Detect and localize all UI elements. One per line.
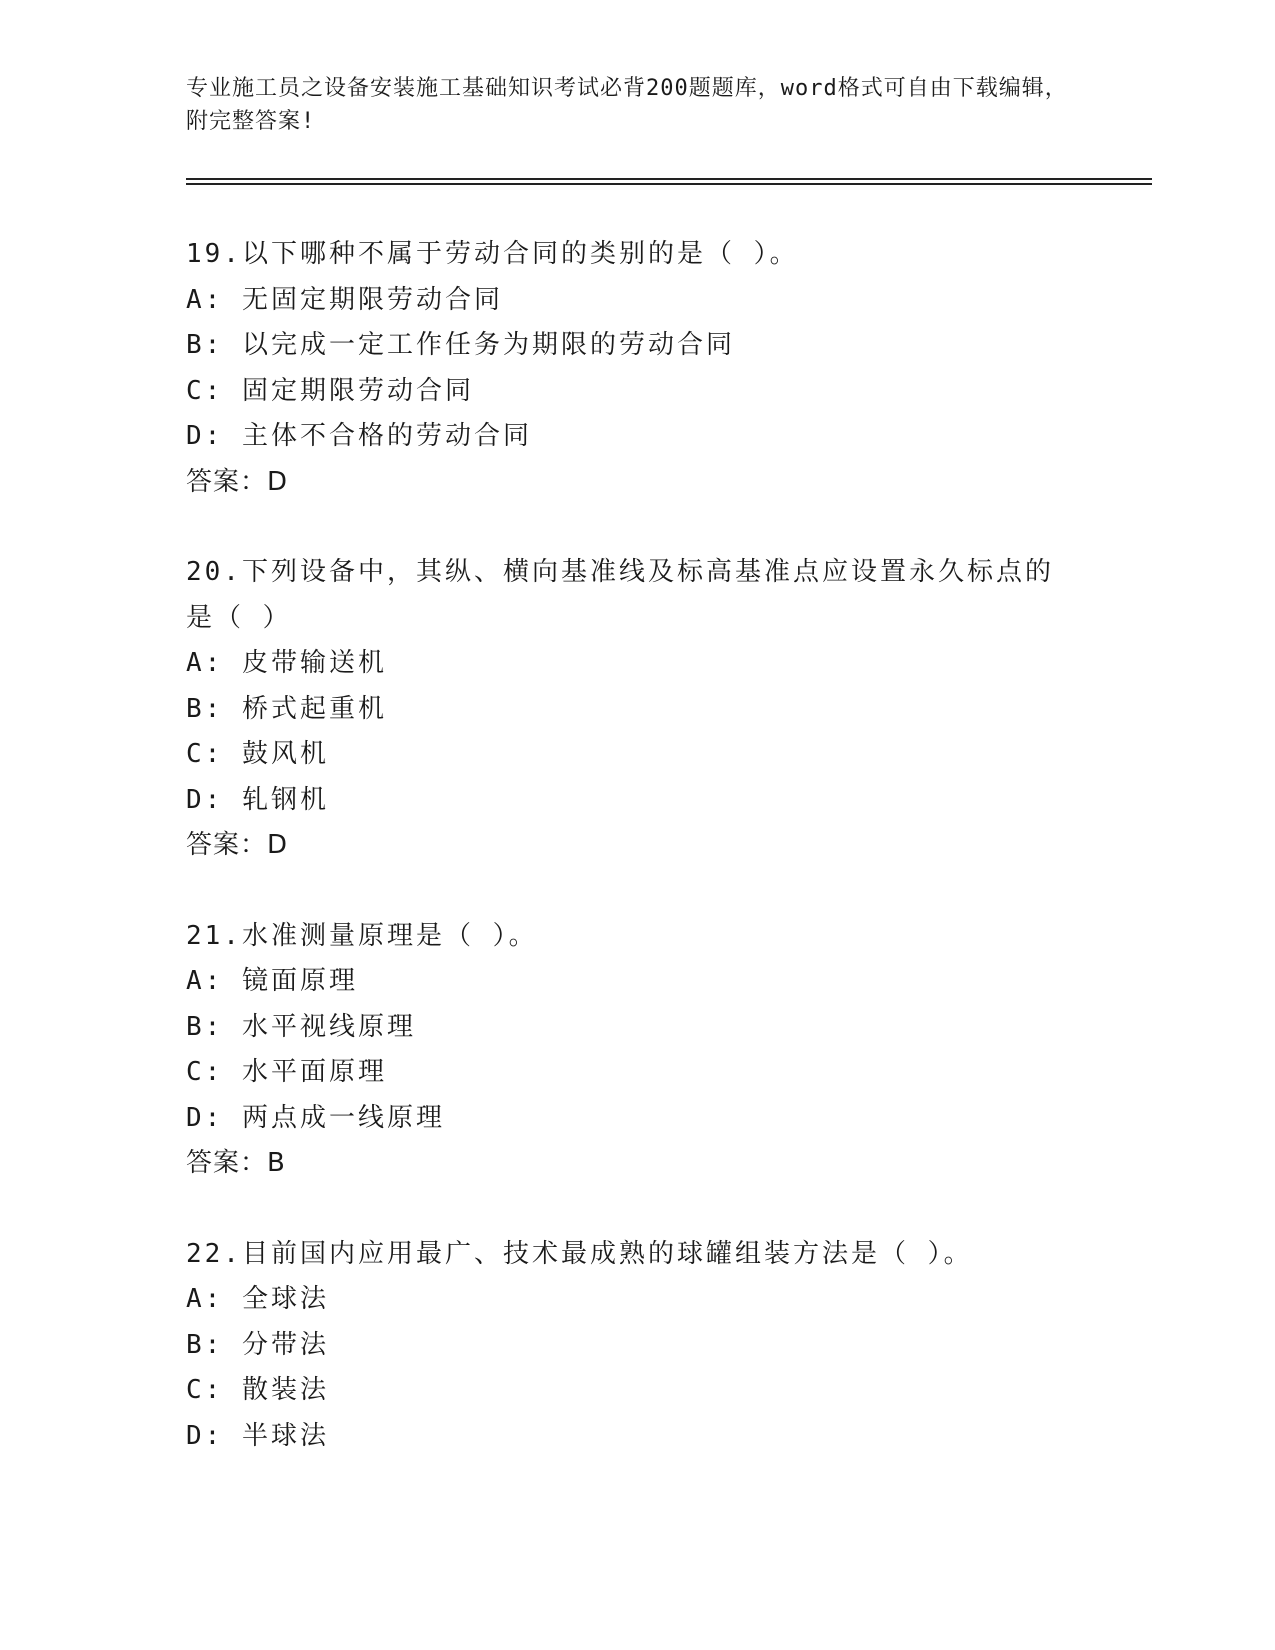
option-b: B: 水平视线原理	[186, 1011, 416, 1042]
option-a: A: 全球法	[186, 1284, 329, 1314]
option-a: A: 镜面原理	[186, 966, 358, 996]
option-a: A: 无固定期限劳动合同	[186, 284, 503, 315]
option-d: D: 轧钢机	[186, 784, 329, 815]
option-c: C: 散装法	[186, 1375, 329, 1405]
option-d: D: 两点成一线原理	[186, 1102, 445, 1133]
option-c: C: 鼓风机	[186, 739, 329, 769]
question-22	[186, 1232, 1086, 1460]
question-answer: 答案：B	[186, 1148, 286, 1178]
question-stem: 19.以下哪种不属于劳动合同的类别的是（ ）。	[186, 239, 799, 269]
option-b: B: 桥式起重机	[186, 693, 387, 724]
option-b: B: 分带法	[186, 1329, 329, 1360]
question-stem: 20.下列设备中，其纵、横向基准线及标高基准点应设置永久标点的是（ ）	[186, 557, 1054, 633]
option-b: B: 以完成一定工作任务为期限的劳动合同	[186, 330, 735, 360]
option-d: D: 半球法	[186, 1420, 329, 1451]
option-c: C: 固定期限劳动合同	[186, 375, 474, 406]
document-header-title: 专业施工员之设备安装施工基础知识考试必背200题题库，word格式可自由下载编辑，附完整答案!	[186, 76, 1068, 134]
header-divider-bottom	[186, 183, 1152, 185]
question-stem: 22.目前国内应用最广、技术最成熟的球罐组装方法是（ ）。	[186, 1238, 973, 1269]
question-19	[186, 232, 1086, 505]
question-answer: 答案：D	[186, 466, 289, 497]
option-d: D: 主体不合格的劳动合同	[186, 421, 532, 451]
option-a: A: 皮带输送机	[186, 648, 387, 678]
question-stem: 21.水准测量原理是（ ）。	[186, 920, 538, 951]
header-divider-top	[186, 178, 1152, 180]
option-c: C: 水平面原理	[186, 1057, 387, 1087]
question-list	[186, 232, 1086, 1504]
question-21	[186, 914, 1086, 1187]
question-20	[186, 550, 1086, 869]
question-answer: 答案：D	[186, 830, 289, 860]
